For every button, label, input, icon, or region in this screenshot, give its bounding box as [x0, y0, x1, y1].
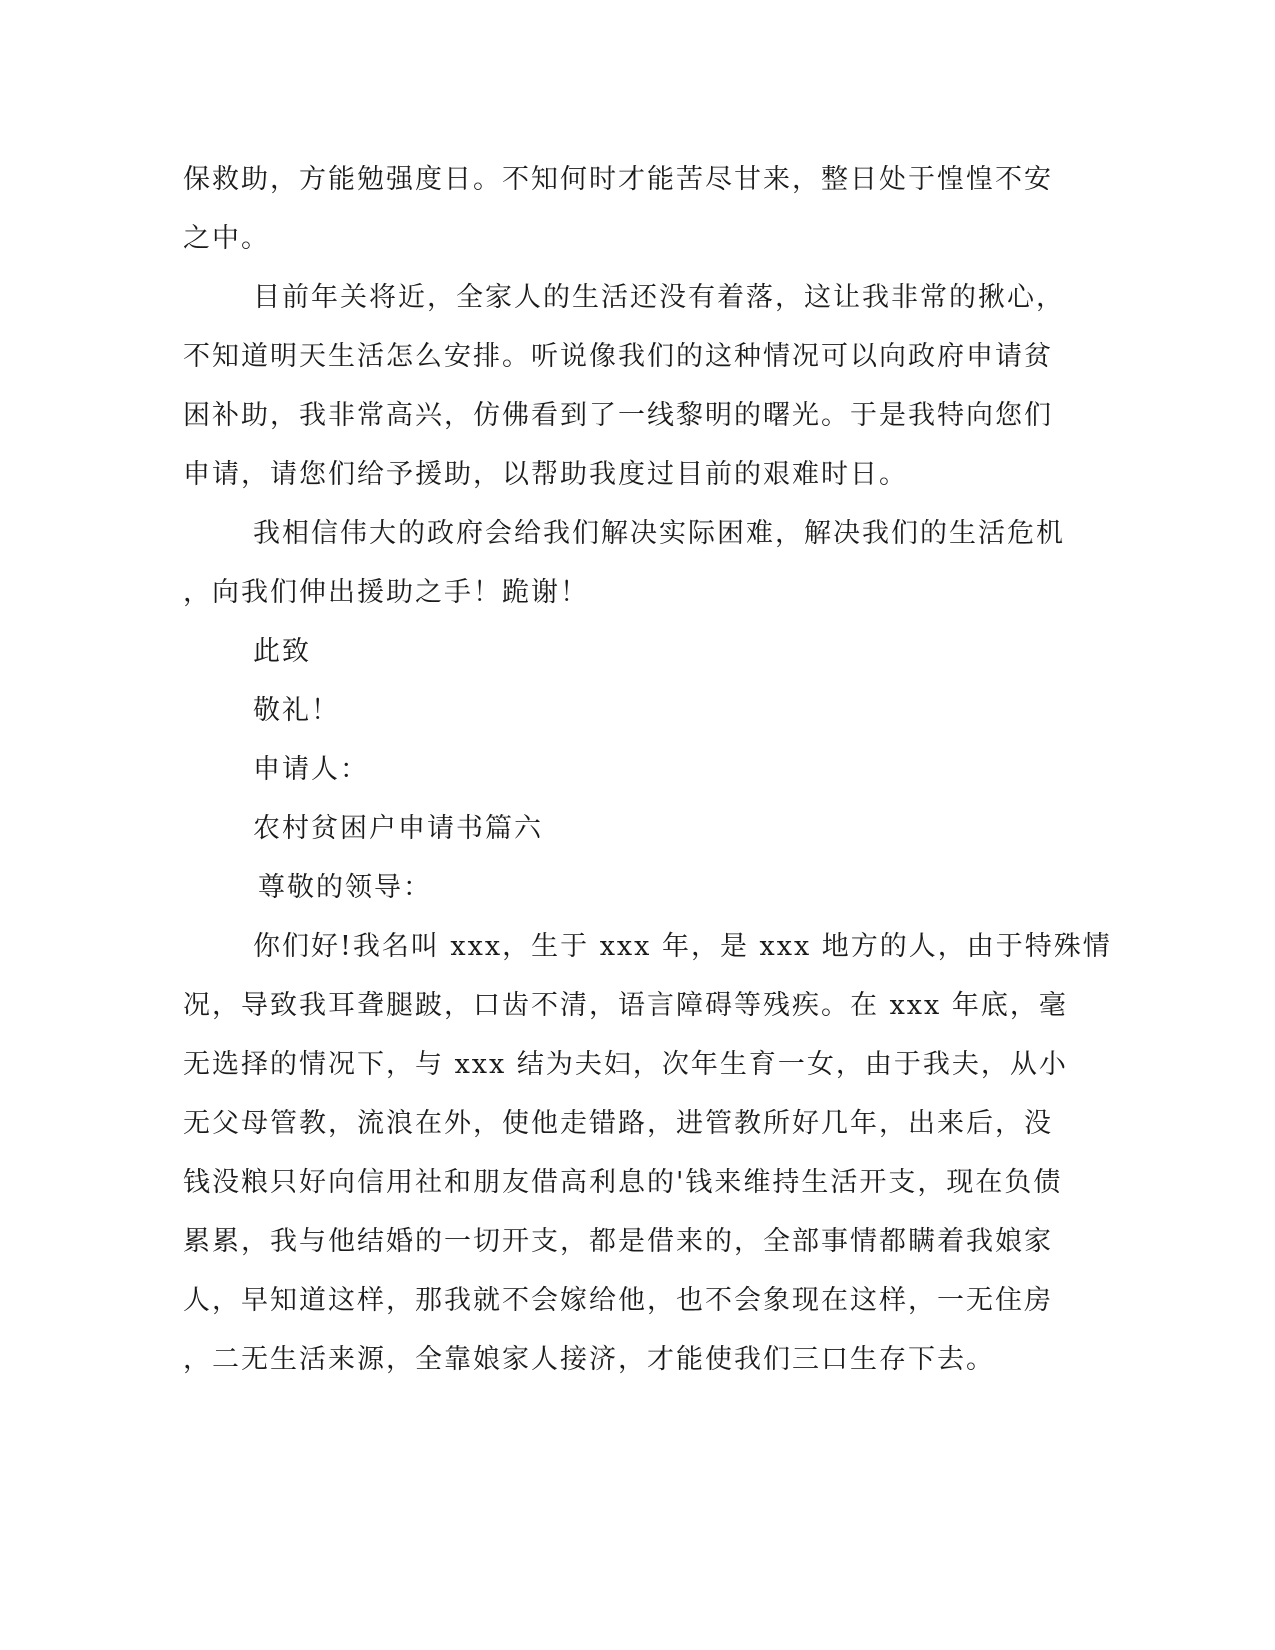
- text-line: 累累，我与他结婚的一切开支，都是借来的，全部事情都瞒着我娘家: [183, 1226, 1053, 1257]
- applicant-signature-label: 申请人：: [253, 754, 369, 785]
- section-title: 农村贫困户申请书篇六: [253, 813, 543, 844]
- text-line: 困补助，我非常高兴，仿佛看到了一线黎明的曙光。于是我特向您们: [183, 400, 1053, 431]
- text-line: 无父母管教，流浪在外，使他走错路，进管教所好几年，出来后，没: [183, 1108, 1053, 1139]
- text-line: ，向我们伸出援助之手！跪谢！: [183, 577, 589, 608]
- paragraph-start-line: 目前年关将近，全家人的生活还没有着落，这让我非常的揪心，: [253, 282, 1065, 313]
- text-line: ，二无生活来源，全靠娘家人接济，才能使我们三口生存下去。: [183, 1344, 995, 1375]
- text-line: 申请，请您们给予援助，以帮助我度过目前的艰难时日。: [183, 459, 908, 490]
- text-line: 人，早知道这样，那我就不会嫁给他，也不会象现在这样，一无住房: [183, 1285, 1053, 1316]
- text-line: 之中。: [183, 223, 270, 254]
- greeting: 尊敬的领导：: [258, 872, 432, 903]
- text-line: 无选择的情况下，与 xxx 结为夫妇，次年生育一女，由于我夫，从小: [183, 1049, 1068, 1080]
- text-line: 钱没粮只好向信用社和朋友借高利息的'钱来维持生活开支，现在负债: [183, 1167, 1063, 1198]
- text-line: 不知道明天生活怎么安排。听说像我们的这种情况可以向政府申请贫: [183, 341, 1053, 372]
- text-line: 况，导致我耳聋腿跛，口齿不清，语言障碍等残疾。在 xxx 年底，毫: [183, 990, 1068, 1021]
- closing-regards: 敬礼！: [253, 695, 340, 726]
- paragraph-start-line: 我相信伟大的政府会给我们解决实际困难，解决我们的生活危机: [253, 518, 1065, 549]
- closing-salutation: 此致: [253, 636, 311, 667]
- paragraph-start-line: 你们好!我名叫 xxx，生于 xxx 年，是 xxx 地方的人，由于特殊情: [253, 931, 1112, 962]
- text-line: 保救助，方能勉强度日。不知何时才能苦尽甘来，整日处于惶惶不安: [183, 164, 1053, 195]
